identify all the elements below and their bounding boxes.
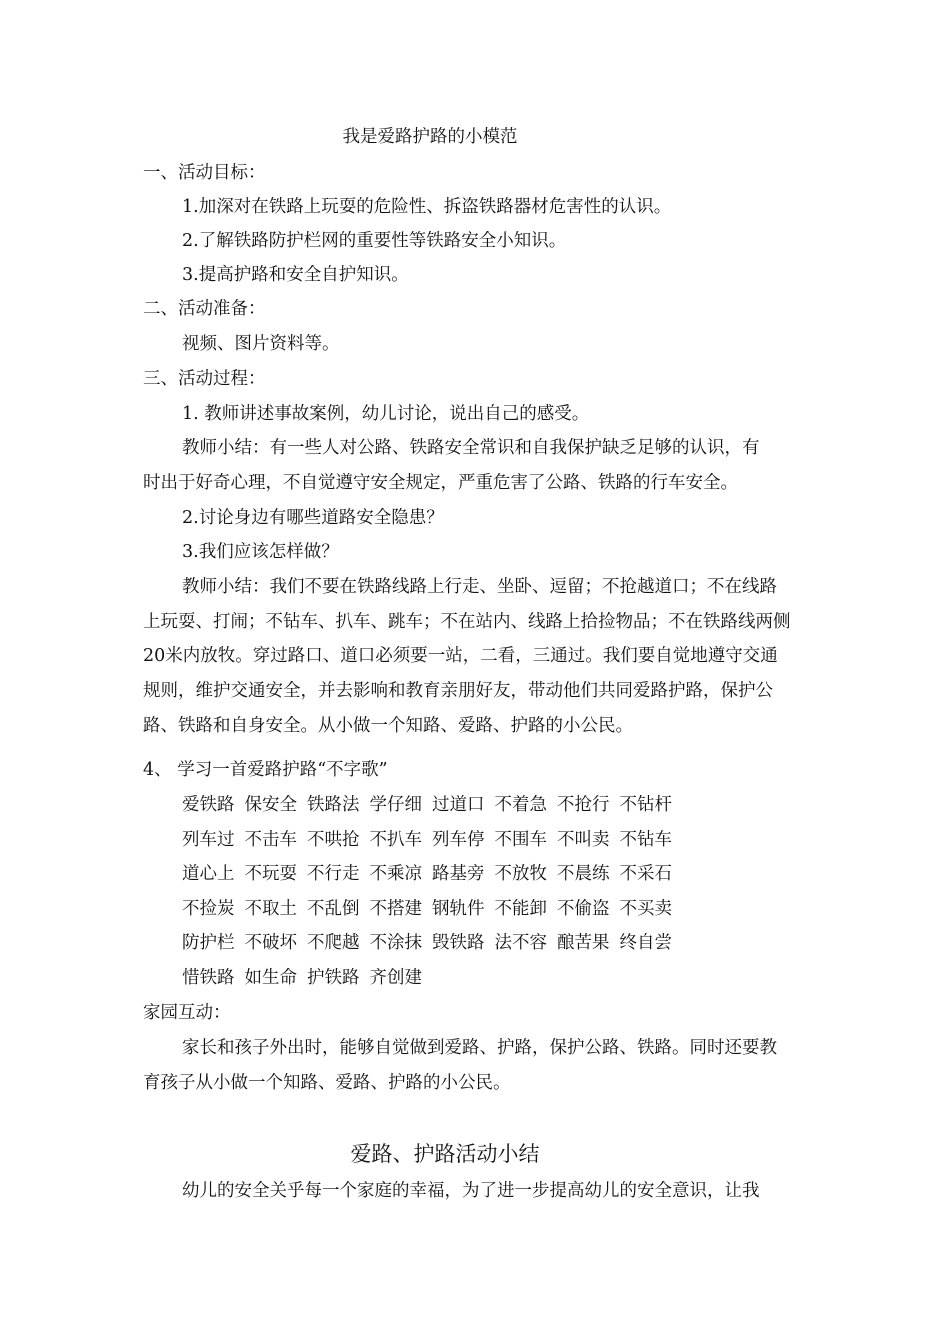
song-phrase: 不买卖: [619, 898, 672, 919]
song-row: [182, 857, 682, 891]
second-intro: 幼儿的安全关乎每一个家庭的幸福，为了进一步提高幼儿的安全意识，让我: [182, 1181, 760, 1201]
song-phrase: 不放牧: [494, 864, 547, 884]
song-phrase: 护铁路: [307, 967, 360, 988]
document-title: 我是爱路护路的小模范: [342, 127, 518, 147]
teacher-summary: 上玩耍、打闹；不钻车、扒车、跳车；不在站内、线路上拾捡物品；不在铁路线两侧: [143, 612, 791, 632]
song-phrase: 不扒车: [369, 829, 422, 850]
teacher-summary: 教师小结：我们不要在铁路线路上行走、坐卧、逗留；不抢越道口；不在线路: [182, 577, 777, 597]
song-phrase: 法不容: [494, 933, 547, 953]
song-phrase: 不偷盗: [557, 898, 610, 919]
process-step: 1. 教师讲述事故案例，幼儿讨论，说出自己的感受。: [182, 404, 590, 424]
song-phrase: 不叫卖: [557, 829, 610, 850]
song-phrase: 列车停: [432, 829, 485, 850]
song-phrase: 不哄抢: [307, 829, 360, 850]
song-phrase: 不钻杆: [619, 795, 672, 815]
goal-item: 2.了解铁路防护栏网的重要性等铁路安全小知识。: [182, 231, 567, 251]
teacher-summary: 路、铁路和自身安全。从小做一个知路、爱路、护路的小公民。: [143, 716, 633, 736]
home-heading: 家园互动：: [143, 1003, 231, 1023]
teacher-summary: 时出于好奇心理，不自觉遵守安全规定，严重危害了公路、铁路的行车安全。: [143, 473, 738, 493]
song-phrase: 学仔细: [369, 795, 422, 815]
prep-text: 视频、图片资料等。: [182, 334, 340, 354]
song-row: [182, 892, 682, 926]
song-phrase: 不击车: [244, 829, 297, 850]
song-phrase: 不晨练: [557, 864, 610, 884]
second-title: 爱路、护路活动小结: [350, 1142, 540, 1166]
song-phrase: 铁路法: [307, 795, 360, 815]
goals-heading: 一、活动目标：: [143, 163, 266, 183]
song-phrase: 不抢行: [557, 795, 610, 815]
song-phrase: 防护栏: [182, 933, 235, 953]
teacher-summary: 20米内放牧。穿过路口、道口必须要一站，二看，三通过。我们要自觉地遵守交通: [143, 646, 778, 666]
song-phrase: 列车过: [182, 829, 235, 850]
song-phrase: 道心上: [182, 864, 235, 884]
process-heading: 三、活动过程：: [143, 369, 266, 389]
song-phrase: 毁铁路: [432, 933, 485, 953]
process-step: 3.我们应该怎样做？: [182, 542, 339, 562]
song-phrase: 不爬越: [307, 933, 360, 953]
song-phrase: 不涂抹: [369, 933, 422, 953]
teacher-summary: 规则，维护交通安全，并去影响和教育亲朋好友，带动他们共同爱路护路，保护公: [143, 681, 773, 701]
song-phrase: 齐创建: [369, 967, 422, 988]
song-phrase: 不围车: [494, 829, 547, 850]
song-phrase: 不着急: [494, 795, 547, 815]
song-phrase: 不乱倒: [307, 898, 360, 919]
song-phrase: 钢轨件: [432, 898, 485, 919]
song-phrase: 不行走: [307, 864, 360, 884]
song-row: [182, 961, 432, 995]
song-phrase: 爱铁路: [182, 795, 235, 815]
song-phrase: 不钻车: [619, 829, 672, 850]
song-phrase: 路基旁: [432, 864, 485, 884]
prep-heading: 二、活动准备：: [143, 299, 266, 319]
teacher-summary: 教师小结：有一些人对公路、铁路安全常识和自我保护缺乏足够的认识，有: [182, 438, 760, 458]
song-phrase: 不乘凉: [369, 864, 422, 884]
song-phrase: 不搭建: [369, 898, 422, 919]
home-text: 育孩子从小做一个知路、爱路、护路的小公民。: [143, 1073, 511, 1093]
process-step: 2.讨论身边有哪些道路安全隐患？: [182, 508, 444, 528]
song-phrase: 不取土: [244, 898, 297, 919]
song-phrase: 惜铁路: [182, 967, 235, 988]
home-text: 家长和孩子外出时，能够自觉做到爱路、护路，保护公路、铁路。同时还要教: [182, 1038, 777, 1058]
song-phrase: 不捡炭: [182, 898, 235, 919]
process-step: 4、 学习一首爱路护路“不字歌”: [143, 760, 388, 780]
song-phrase: 终自尝: [619, 933, 672, 953]
song-phrase: 酿苦果: [557, 933, 610, 953]
goal-item: 3.提高护路和安全自护知识。: [182, 265, 409, 285]
song-phrase: 过道口: [432, 795, 485, 815]
song-phrase: 不破坏: [244, 933, 297, 953]
goal-item: 1.加深对在铁路上玩耍的危险性、拆盗铁路器材危害性的认识。: [182, 197, 672, 217]
song-phrase: 如生命: [244, 967, 297, 988]
song-row: [182, 926, 682, 960]
song-row: [182, 788, 682, 822]
song-row: [182, 823, 682, 857]
song-phrase: 不采石: [619, 864, 672, 884]
song-phrase: 不能卸: [494, 898, 547, 919]
song-phrase: 保安全: [244, 795, 297, 815]
song-phrase: 不玩耍: [244, 864, 297, 884]
